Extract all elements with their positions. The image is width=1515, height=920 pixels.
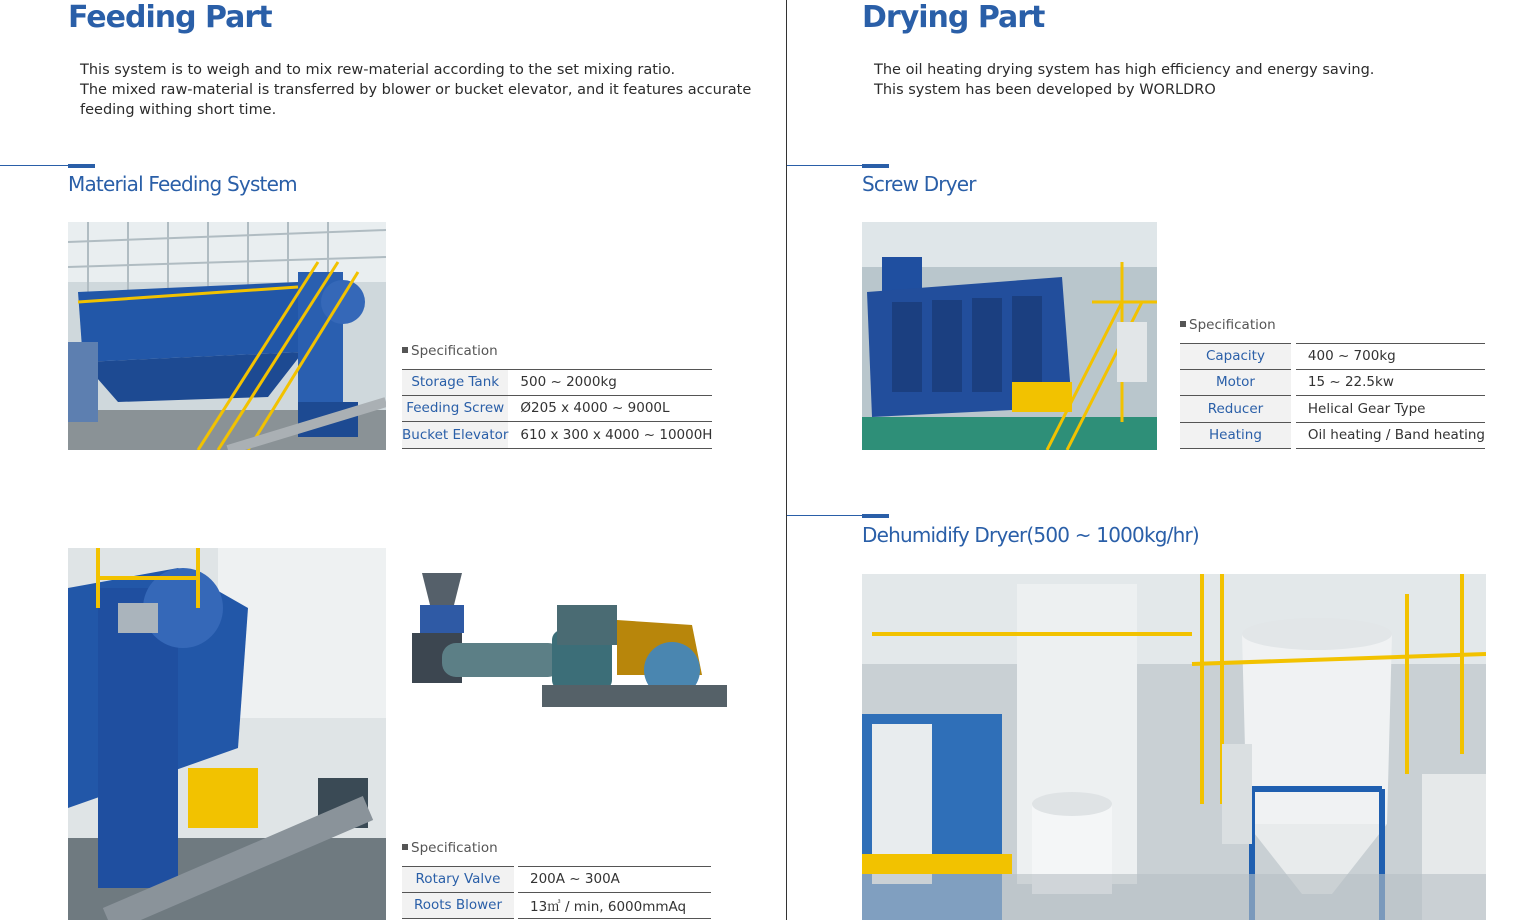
section-marker [862,514,889,518]
table-row [1180,343,1485,370]
table-row [1180,396,1485,423]
spec-value: 13㎥ / min, 6000mmAq [518,893,711,920]
roots-blower-photo [402,565,732,725]
spec-key: Storage Tank [402,369,508,396]
spec-value: Helical Gear Type [1296,396,1485,423]
drying-intro-line: This system has been developed by WORLDRO [874,82,1216,98]
spec-key: Feeding Screw [402,396,508,423]
screw-dryer-spec-table [1180,343,1485,449]
spec-value: 200A ~ 300A [518,866,711,893]
drying-intro-line: The oil heating drying system has high efficiency and energy saving. [874,62,1375,78]
spec-heading [402,343,498,359]
blower-spec-table [402,866,711,919]
table-row [402,893,711,920]
dehumidify-dryer-photo [862,574,1486,920]
spec-heading-text: Specification [411,343,498,359]
table-row [402,866,711,893]
spec-key: Reducer [1180,396,1291,423]
spec-value: 610 x 300 x 4000 ~ 10000H [508,422,712,449]
spec-key: Capacity [1180,343,1291,370]
screw-dryer-photo [862,222,1157,450]
section-marker [68,164,95,168]
material-feeding-system-title: Material Feeding System [68,172,297,196]
table-row [1180,370,1485,397]
table-row [402,369,712,396]
spec-value: 15 ~ 22.5kw [1296,370,1485,397]
page-divider [786,0,787,920]
storage-tank-photo [68,222,386,450]
drying-intro [874,60,1374,100]
spec-heading-text: Specification [1189,317,1276,333]
section-marker [862,164,889,168]
spec-heading [1180,317,1276,333]
table-row [1180,423,1485,450]
spec-value: 500 ~ 2000kg [508,369,712,396]
spec-value: Oil heating / Band heating [1296,423,1485,450]
spec-value: Ø205 x 4000 ~ 9000L [508,396,712,423]
spec-value: 400 ~ 700kg [1296,343,1485,370]
blower-installation-photo [68,548,386,920]
feeding-intro-line: feeding withing short time. [80,102,277,118]
spec-key: Bucket Elevator [402,422,508,449]
dehumidify-dryer-title: Dehumidify Dryer(500 ~ 1000kg/hr) [862,523,1199,547]
screw-dryer-title: Screw Dryer [862,172,976,196]
spec-heading [402,840,498,856]
spec-key: Heating [1180,423,1291,450]
drying-part-title: Drying Part [862,0,1045,35]
spec-heading-text: Specification [411,840,498,856]
spec-key: Roots Blower [402,893,514,920]
spec-key: Motor [1180,370,1291,397]
table-row [402,396,712,423]
feeding-spec-table [402,369,712,449]
feeding-intro-line: This system is to weigh and to mix rew-material according to the set mixing ratio. [80,62,676,78]
spec-key: Rotary Valve [402,866,514,893]
table-row [402,422,712,449]
feeding-intro-line: The mixed raw-material is transferred by blower or bucket elevator, and it features accurate [80,82,752,98]
feeding-intro [80,60,751,120]
feeding-part-title: Feeding Part [68,0,272,35]
